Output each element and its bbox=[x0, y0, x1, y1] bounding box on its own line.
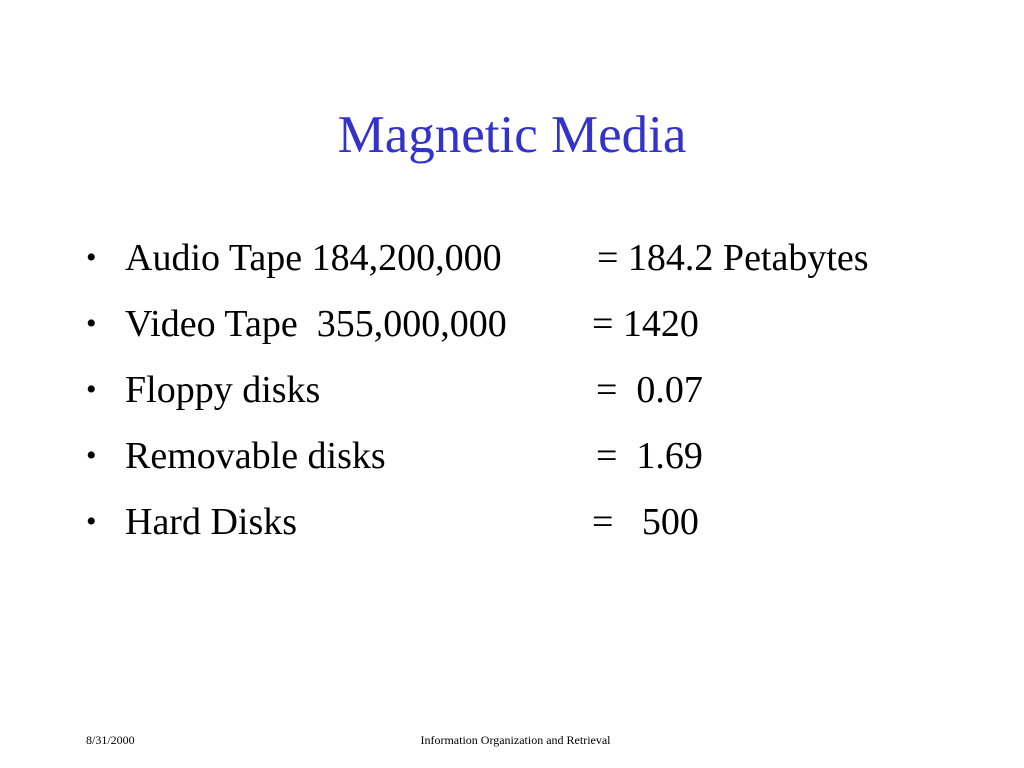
bullet-icon: • bbox=[86, 373, 97, 406]
bullet-item-removable-disks bbox=[86, 430, 703, 496]
bullet-label: Removable disks bbox=[125, 435, 386, 477]
bullet-label: Hard Disks bbox=[125, 501, 298, 543]
footer-title: Information Organization and Retrieval bbox=[420, 733, 611, 747]
bullet-label: Audio Tape 184,200,000 bbox=[125, 237, 502, 279]
bullet-value: = 1.69 bbox=[596, 435, 703, 477]
bullet-item-video-tape bbox=[86, 298, 699, 364]
bullet-icon: • bbox=[86, 505, 97, 538]
footer-date: 8/31/2000 bbox=[86, 733, 135, 747]
bullet-item-hard-disks bbox=[86, 496, 699, 562]
bullet-label: Video Tape 355,000,000 bbox=[125, 303, 507, 345]
bullet-icon: • bbox=[86, 439, 97, 472]
bullet-item-audio-tape bbox=[86, 232, 869, 298]
bullet-label: Floppy disks bbox=[125, 369, 321, 411]
slide-title: Magnetic Media bbox=[337, 106, 687, 164]
bullet-value: = 0.07 bbox=[596, 369, 703, 411]
bullet-value: = 184.2 Petabytes bbox=[597, 237, 869, 279]
bullet-icon: • bbox=[86, 241, 97, 274]
bullet-icon: • bbox=[86, 307, 97, 340]
bullet-item-floppy-disks bbox=[86, 364, 703, 430]
bullet-value: = 1420 bbox=[592, 303, 699, 345]
bullet-list bbox=[86, 232, 869, 562]
bullet-value: = 500 bbox=[592, 501, 699, 543]
